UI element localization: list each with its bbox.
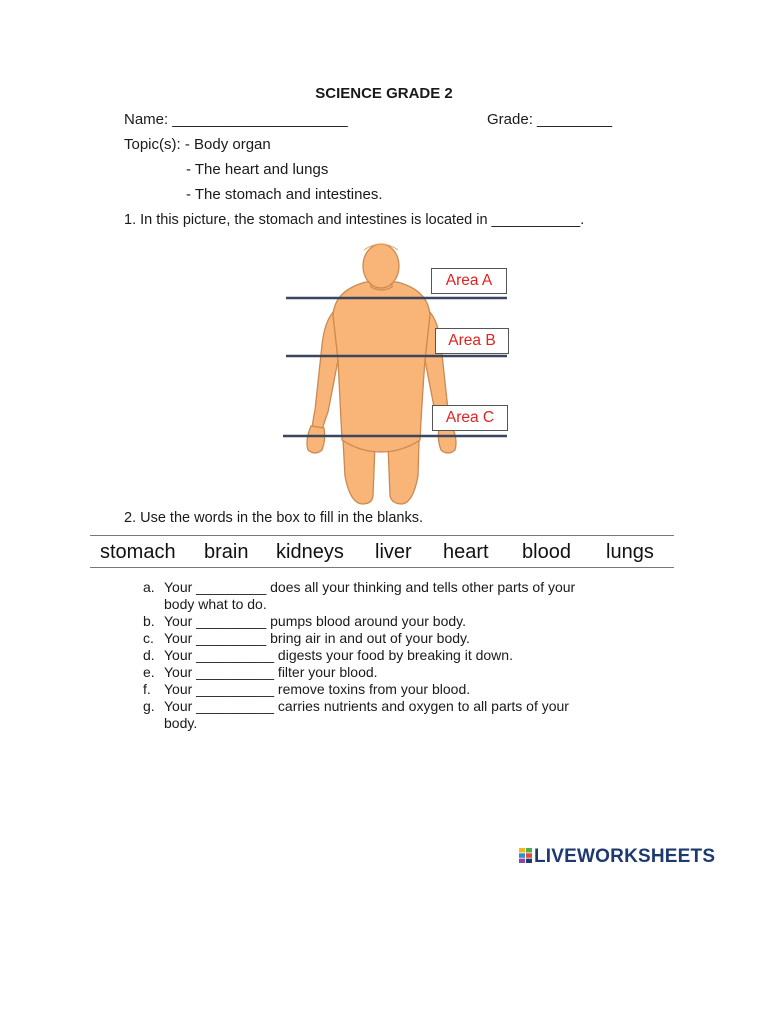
name-field-line: Name: _____________________ bbox=[124, 111, 348, 128]
item-letter: a. bbox=[143, 579, 155, 595]
item-letter: g. bbox=[143, 698, 155, 714]
word-bank-item: kidneys bbox=[276, 541, 344, 563]
item-text: Your __________ carries nutrients and oxygen to all parts of your bbox=[164, 698, 569, 714]
item-letter: e. bbox=[143, 664, 155, 680]
topic-sub-stomach: - The stomach and intestines. bbox=[186, 186, 383, 203]
word-bank-box bbox=[90, 535, 674, 568]
item-text: Your _________ pumps blood around your body. bbox=[164, 613, 467, 629]
liveworksheets-logo bbox=[519, 846, 715, 868]
word-bank-item: heart bbox=[443, 541, 489, 563]
item-text: Your _________ does all your thinking and tells other parts of your bbox=[164, 579, 576, 595]
word-bank-item: brain bbox=[204, 541, 249, 563]
item-letter: f. bbox=[143, 681, 151, 697]
grade-field-line: Grade: _________ bbox=[487, 111, 613, 128]
word-bank-item: liver bbox=[375, 541, 412, 563]
topic-line: Topic(s): - Body organ bbox=[124, 136, 271, 153]
item-text: Your _________ bring air in and out of your body. bbox=[164, 630, 470, 646]
topic-sub-heart-lungs: - The heart and lungs bbox=[186, 161, 329, 178]
item-letter: b. bbox=[143, 613, 155, 629]
item-letter: c. bbox=[143, 630, 154, 646]
item-text: Your __________ filter your blood. bbox=[164, 664, 378, 680]
item-letter: d. bbox=[143, 647, 155, 663]
item-text: Your __________ digests your food by breaking it down. bbox=[164, 647, 513, 663]
area-b-label: Area B bbox=[435, 328, 509, 354]
word-bank-item: lungs bbox=[606, 541, 654, 563]
item-text: Your __________ remove toxins from your blood. bbox=[164, 681, 471, 697]
question-2: 2. Use the words in the box to fill in the blanks. bbox=[124, 510, 424, 526]
item-text-continued: body what to do. bbox=[164, 596, 267, 612]
worksheet-title: SCIENCE GRADE 2 bbox=[315, 85, 453, 102]
word-bank-item: blood bbox=[522, 541, 571, 563]
liveworksheets-logo-icon bbox=[519, 848, 532, 863]
area-c-label: Area C bbox=[432, 405, 508, 431]
area-a-label: Area A bbox=[431, 268, 507, 294]
item-text-continued: body. bbox=[164, 715, 198, 731]
word-bank-item: stomach bbox=[100, 541, 176, 563]
question-1: 1. In this picture, the stomach and intestines is located in ___________. bbox=[124, 212, 585, 228]
liveworksheets-logo-text: LIVEWORKSHEETS bbox=[534, 846, 716, 867]
